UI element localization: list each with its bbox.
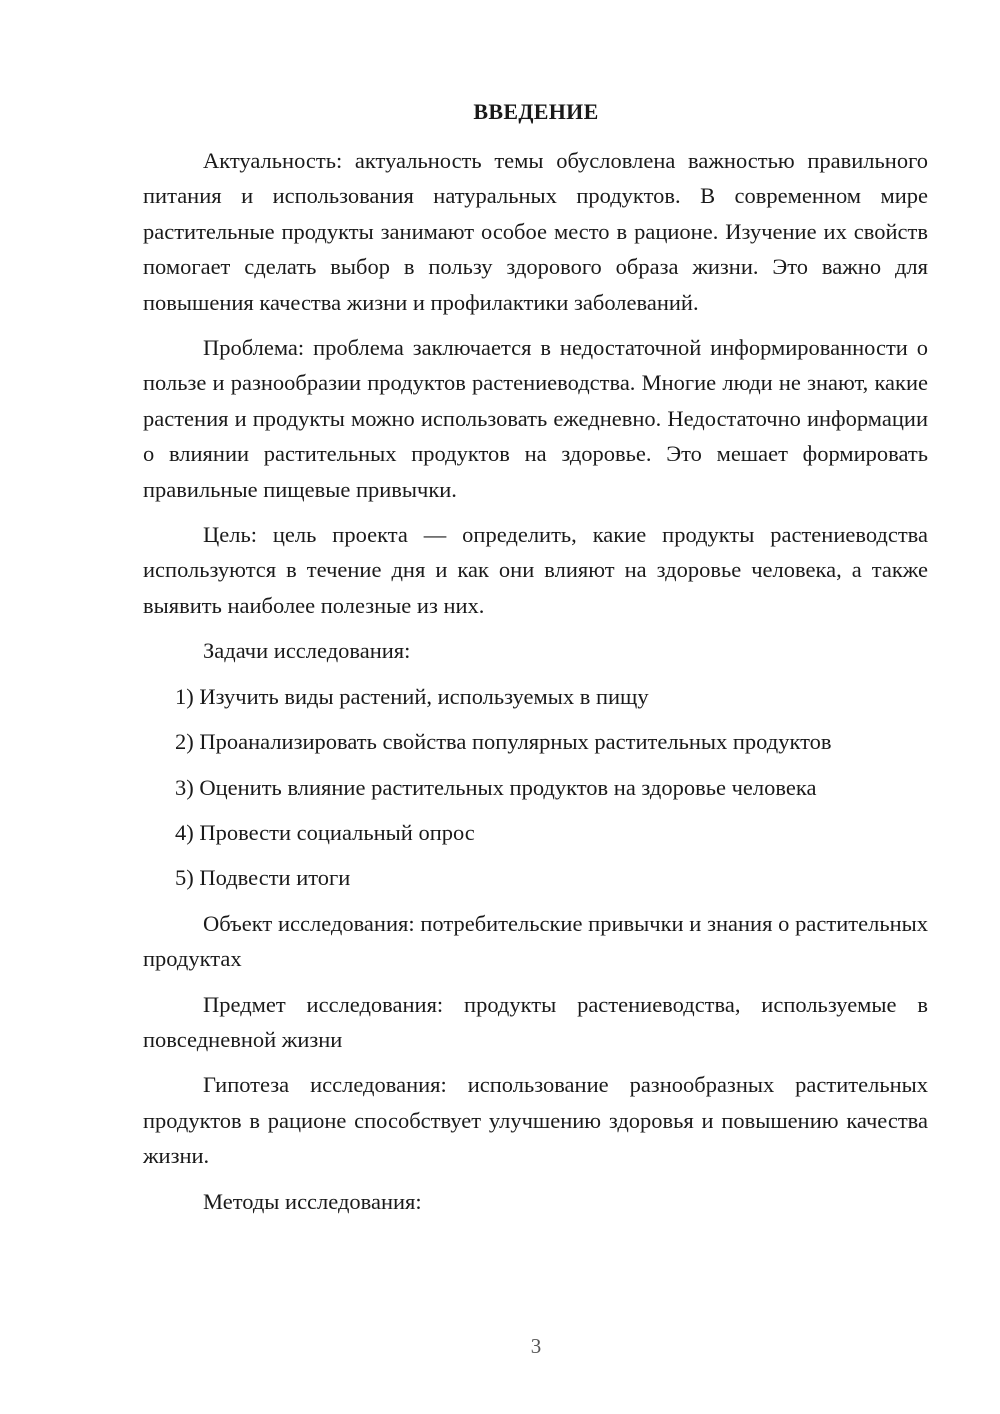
list-item: 4) Провести социальный опрос bbox=[175, 819, 475, 845]
methods-heading: Методы исследования: bbox=[203, 1188, 422, 1214]
document-body bbox=[143, 143, 928, 1219]
tasks-list bbox=[143, 679, 928, 896]
list-item: 1) Изучить виды растений, используемых в пищу bbox=[175, 683, 649, 709]
paragraph-subject: Предмет исследования: продукты растениеводства, используемые в повседневной жизни bbox=[143, 991, 928, 1052]
page-title: ВВЕДЕНИЕ bbox=[473, 99, 599, 124]
paragraph-goal: Цель: цель проекта — определить, какие продукты растениеводства используются в течение дня и как они влияют на здоровье человека, а также выявить наиболее полезные из них. bbox=[143, 522, 928, 618]
page-number: 3 bbox=[530, 1334, 542, 1358]
list-item: 2) Проанализировать свойства популярных растительных продуктов bbox=[175, 729, 832, 755]
tasks-heading: Задачи исследования: bbox=[203, 638, 411, 664]
paragraph-relevance: Актуальность: актуальность темы обусловлена важностью правильного питания и использования натуральных продуктов. В современном мире растительные продукты занимают особое место в рационе. Изучение их свойств помогает сделать выбор в пользу здорового образа жизни. Это важно для повышения качества жизни и профилактики заболеваний. bbox=[143, 148, 928, 315]
paragraph-hypothesis: Гипотеза исследования: использование разнообразных растительных продуктов в рационе способствует улучшению здоровья и повышению качества жизни. bbox=[143, 1072, 928, 1169]
list-item: 5) Подвести итоги bbox=[175, 865, 351, 891]
paragraph-problem: Проблема: проблема заключается в недостаточной информированности о пользе и разнообразии продуктов растениеводства. Многие люди не знают, какие растения и продукты можно использовать ежедневно. Недостаточно информации о влиянии растительных продуктов на здоровье. Это мешает формировать правильные пищевые привычки. bbox=[143, 335, 928, 502]
paragraph-object: Объект исследования: потребительские привычки и знания о растительных продуктах bbox=[143, 910, 928, 972]
list-item: 3) Оценить влияние растительных продуктов на здоровье человека bbox=[175, 774, 817, 800]
